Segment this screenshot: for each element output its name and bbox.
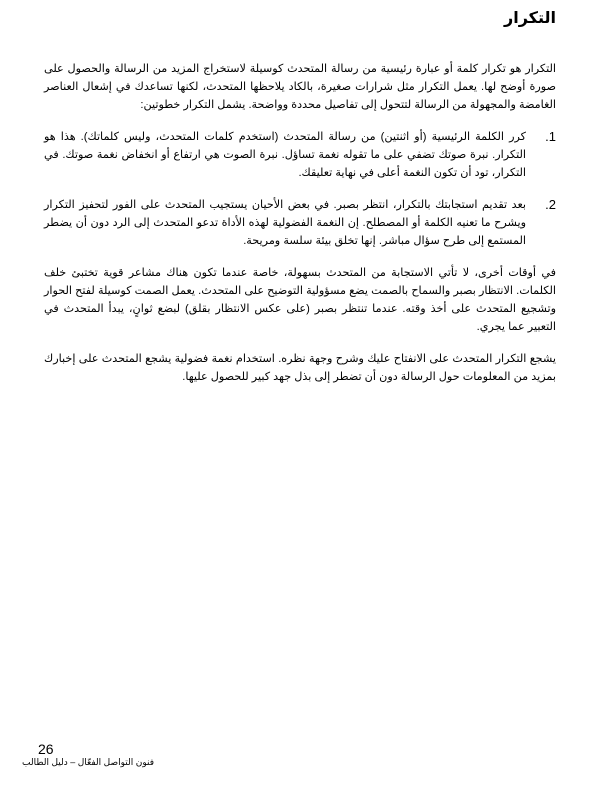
step-text: كرر الكلمة الرئيسية (أو اثنتين) من رسالة المتحدث (استخدم كلمات المتحدث، وليس كلماتك). هذا هو التكرار. نبرة صوتك تضفي على ما تقوله نغمة تساؤل. نبرة الصوت هي ارتفاع أو انخفاض نغمة صوتك. في التكرار، تود أن تكون النغمة أعلى في نهاية تعليقك.: [44, 131, 526, 179]
list-item: [44, 196, 556, 250]
list-item: [44, 128, 556, 182]
page-title: التكرار: [504, 10, 556, 27]
body-paragraph: يشجع التكرار المتحدث على الانفتاح عليك وشرح وجهة نظره. استخدام نغمة فضولية يشجع المتحدث على إخبارك بمزيد من المعلومات حول الرسالة دون أن تضطر إلى بذل جهد كبير للحصول عليها.: [44, 353, 556, 383]
step-number: 2.: [545, 197, 556, 212]
step-text: بعد تقديم استجابتك بالتكرار، انتظر بصبر. في بعض الأحيان يستجيب المتحدث على الفور لتحفيز التكرار ويشرح ما تعنيه الكلمة أو المصطلح. إن النغمة الفضولية لهذه الأداة تدعو المتحدث إلى الرد دون أن يضطر المستمع إلى طرح سؤال مباشر. إنها تخلق بيئة سلسة ومريحة.: [44, 199, 526, 247]
steps-list: [44, 128, 556, 250]
page-footer: فنون التواصل الفعّال – دليل الطالب: [22, 757, 154, 767]
page-number: 26: [38, 741, 54, 757]
step-number: 1.: [545, 129, 556, 144]
body-paragraph: في أوقات أخرى، لا تأتي الاستجابة من المتحدث بسهولة، خاصة عندما تكون هناك مشاعر قوية تختبئ خلف الكلمات. الانتظار بصبر والسماح بالصمت يضع مسؤولية التوضيح على المتحدث. يعمل الصمت كوسيلة لفتح الحوار وتشجيع المتحدث على أخذ وقته. عندما تنتظر بصبر (على عكس الانتظار بقلق) لبضع ثوانٍ، يبدأ المتحدث في التعبير عما يجري.: [44, 267, 556, 333]
page-content: [44, 60, 556, 400]
intro-paragraph: التكرار هو تكرار كلمة أو عبارة رئيسية من رسالة المتحدث كوسيلة لاستخراج المزيد من الرسالة والحصول على صورة أوضح لها. يعمل التكرار مثل شرارات صغيرة، بالكاد يلاحظها المتحدث، لكنها تساعدك في إشعال العناصر الغامضة والمجهولة من الرسالة لتتحول إلى تفاصيل محددة وواضحة. يشمل التكرار خطوتين:: [44, 63, 556, 111]
